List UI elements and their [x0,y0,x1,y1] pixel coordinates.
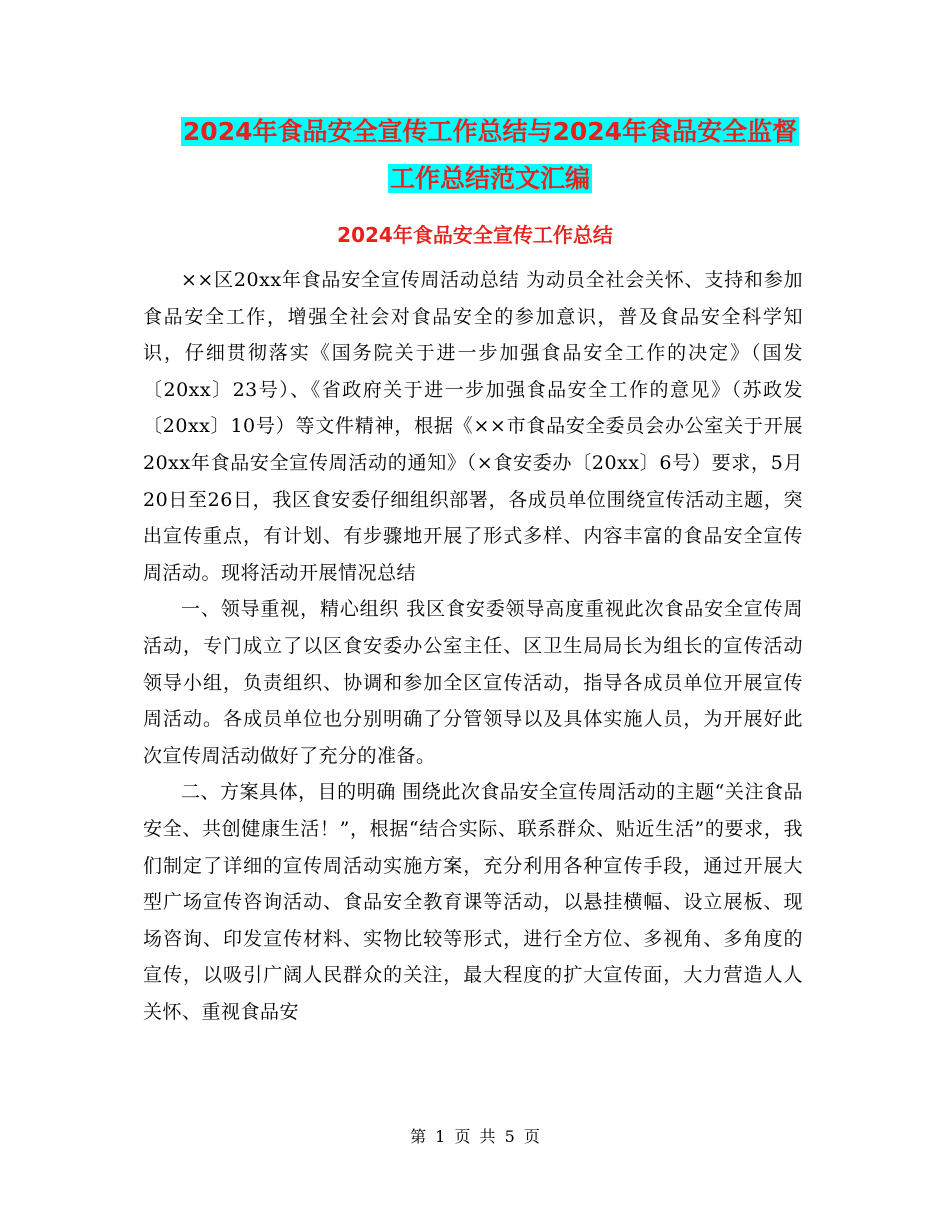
section-title: 2024年食品安全宣传工作总结 [337,223,613,247]
document-title [140,108,840,202]
page-footer: 第 1 页 共 5 页 [410,1127,540,1146]
document-body [143,262,803,1030]
paragraph-section-2: 二、方案具体，目的明确 围绕此次食品安全宣传周活动的主题“关注食品安全、共创健康生活！”，根据“结合实际、联系群众、贴近生活”的要求，我们制定了详细的宣传周活动实施方案，充分利用各种宣传手段，通过开展大型广场宣传咨询活动、食品安全教育课等活动，以悬挂横幅、设立展板、现场咨询、印发宣传材料、实物比较等形式，进行全方位、多视角、多角度的宣传，以吸引广阔人民群众的关注，最大程度的扩大宣传面，大力营造人人关怀、重视食品安 [143,781,803,1023]
document-title-line-2: 工作总结范文汇编 [389,164,590,193]
document-title-line-1: 2024年食品安全宣传工作总结与2024年食品安全监督 [182,117,798,146]
paragraph-intro: ××区20xx年食品安全宣传周活动总结 为动员全社会关怀、支持和参加食品安全工作，增强全社会对食品安全的参加意识，普及食品安全科学知识，仔细贯彻落实《国务院关于进一步加强食品安全工作的决定》（国发〔20xx〕23号）、《省政府关于进一步加强食品安全工作的意见》（苏政发〔20xx〕10号）等文件精神，根据《××市食品安全委员会办公室关于开展20xx年食品安全宣传周活动的通知》（×食安委办〔20xx〕6号）要求，5月20日至26日，我区食安委仔细组织部署，各成员单位围绕宣传活动主题，突出宣传重点，有计划、有步骤地开展了形式多样、内容丰富的食品安全宣传周活动。现将活动开展情况总结 [143,269,803,584]
paragraph-section-1: 一、领导重视，精心组织 我区食安委领导高度重视此次食品安全宣传周活动，专门成立了以区食安委办公室主任、区卫生局局长为组长的宣传活动领导小组，负责组织、协调和参加全区宣传活动，指导各成员单位开展宣传周活动。各成员单位也分别明确了分管领导以及具体实施人员，为开展好此次宣传周活动做好了充分的准备。 [143,598,803,767]
